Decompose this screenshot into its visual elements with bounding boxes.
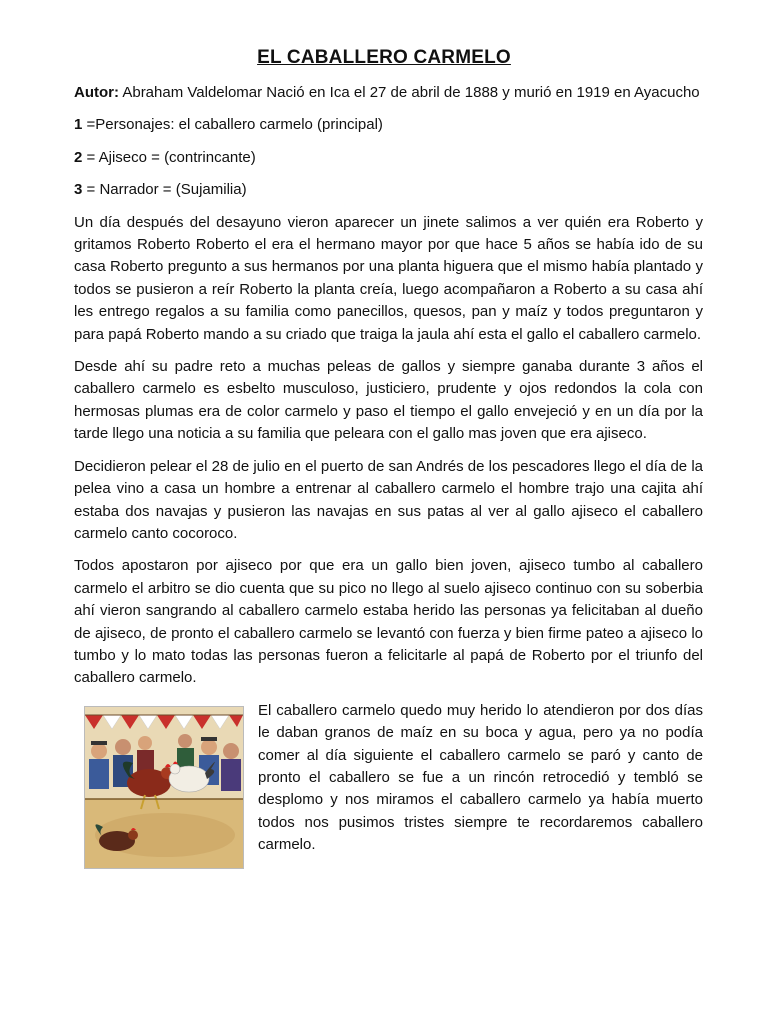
story-paragraph-2: Desde ahí su padre reto a muchas peleas de gallos y siempre ganaba durante 3 años el caballero carmelo es esbelto musculoso, justiciero, prudente y ojos redondos la cola con hermosas plumas era de color carmelo y paso el tiempo el gallo envejeció y en un día por la tarde llego una noticia a su familia que peleara con el gallo mas joven que era ajiseco. bbox=[74, 358, 703, 443]
character-text: =Personajes: el caballero carmelo (principal) bbox=[86, 116, 383, 134]
author-text: Abraham Valdelomar Nació en Ica el 27 de abril de 1888 y murió en 1919 en Ayacucho bbox=[122, 84, 700, 101]
figure-row bbox=[74, 700, 703, 870]
character-number: 3 bbox=[74, 181, 83, 199]
character-number: 2 bbox=[74, 148, 83, 166]
cockfight-illustration bbox=[84, 706, 244, 869]
document-body bbox=[74, 82, 703, 870]
story-paragraph-1: Un día después del desayuno vieron aparecer un jinete salimos a ver quién era Roberto y gritamos Roberto Roberto el era el hermano mayor por que hace 5 años se había ido de su casa Roberto pregunto a sus hermanos por una planta higuera que el mismo había plantado y todos se pusieron a reír Roberto la planta creía, luego acompañaron a Roberto a su casa ahí les entrego regalos a su familia como panecillos, quesos, pan y maíz y todos preguntaron y para papá Roberto mando a su criado que traiga la jaula ahí esta el gallo el caballero carmelo. bbox=[74, 213, 703, 343]
document-title: EL CABALLERO CARMELO bbox=[257, 47, 511, 68]
author-label: Autor: bbox=[74, 84, 119, 101]
character-line-1 bbox=[74, 114, 703, 136]
author-line bbox=[74, 82, 703, 104]
character-line-2 bbox=[74, 147, 703, 169]
story-paragraph-4: Todos apostaron por ajiseco por que era un gallo bien joven, ajiseco tumbo al caballero carmelo el arbitro se dio cuenta que su pico no llego al suelo ajiseco continuo con su soberbia ahí vieron sangrando al caballero carmelo estaba herido las personas ya felicitaban al dueño de ajiseco, de pronto el caballero carmelo se levantó con fuerza y bien firme pateo a ajiseco lo tumbo y lo mato todas las personas fueron a felicitarle al papá de Roberto por el triunfo del caballero carmelo. bbox=[74, 557, 703, 687]
character-number: 1 bbox=[74, 116, 83, 134]
final-paragraph: El caballero carmelo quedo muy herido lo atendieron por dos días le daban granos de maíz en su boca y agua, pero ya no podía comer al día siguiente el caballero carmelo se paró y canto de pronto el caballero se fue a un rincón retrocedió y tembló se desplomo y nos miramos el caballero carmelo ya había muerto todos nos pusimos tristes siempre te recordaremos caballero carmelo. bbox=[258, 701, 703, 854]
character-line-3 bbox=[74, 179, 703, 201]
character-text: = Ajiseco = (contrincante) bbox=[86, 148, 256, 166]
character-text: = Narrador = (Sujamilia) bbox=[86, 181, 247, 199]
story-paragraph-3: Decidieron pelear el 28 de julio en el puerto de san Andrés de los pescadores llego el día de la pelea vino a casa un hombre a entrenar al caballero carmelo el hombre trajo una cajita ahí estaba dos navajas y pusieron las navajas en sus patas al ver al gallo ajiseco el caballero carmelo canto cocoroco. bbox=[74, 457, 703, 542]
